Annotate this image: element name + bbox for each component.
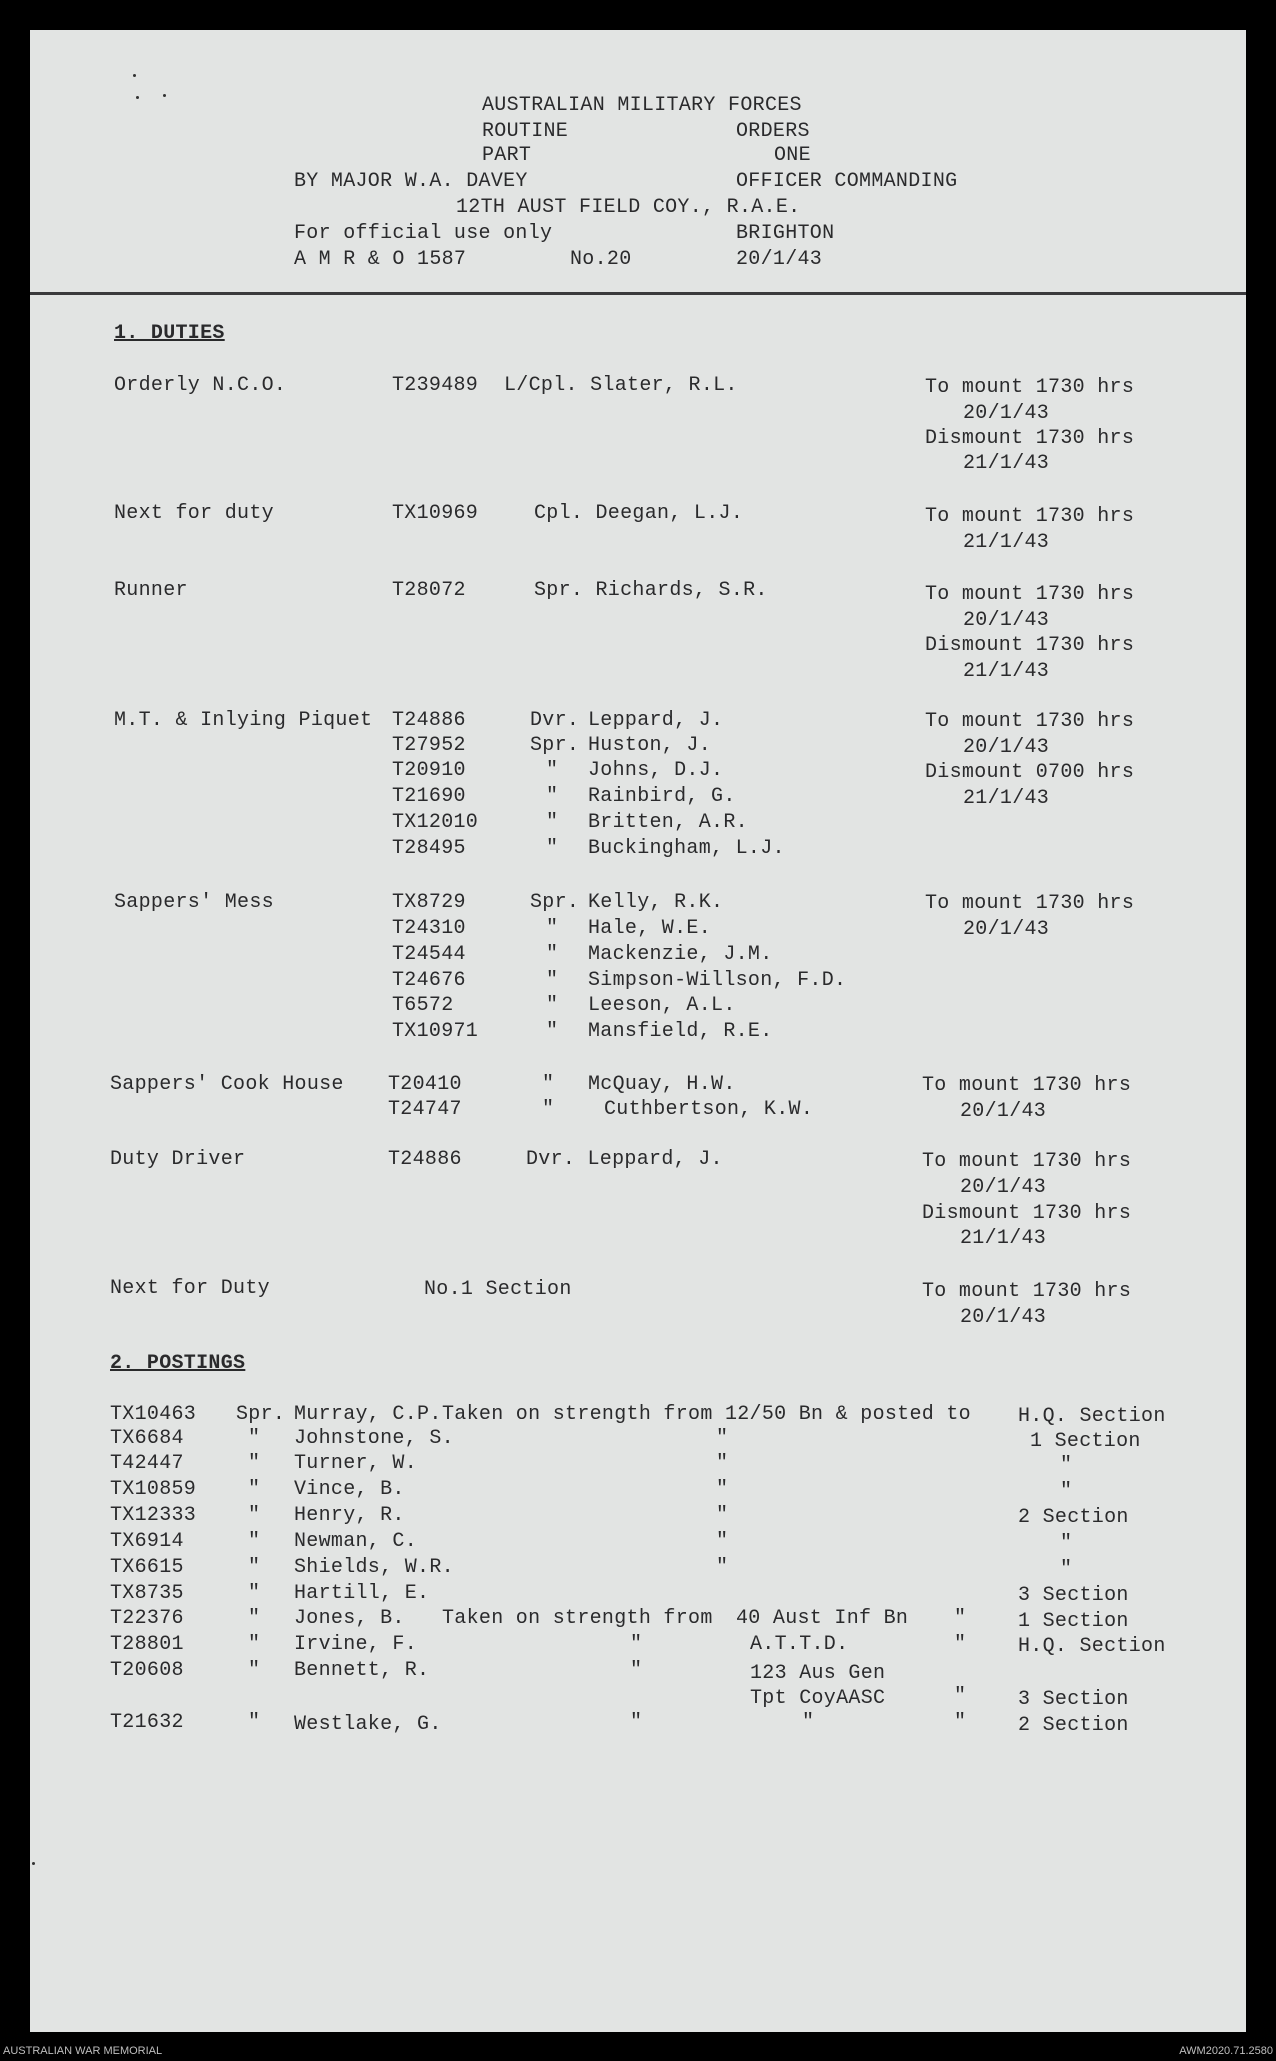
- service-number: T28801: [110, 1633, 184, 1656]
- posting-destination: 3 Section: [1018, 1688, 1129, 1711]
- duty-time: To mount 1730 hrs: [925, 892, 1135, 915]
- posting-note: Taken on strength from: [442, 1607, 713, 1630]
- duty-role: Next for duty: [114, 502, 274, 525]
- service-number: T28495: [392, 837, 466, 860]
- posting-note: Taken on strength from 12/50 Bn & posted to: [442, 1403, 971, 1426]
- service-number: TX10969: [392, 502, 479, 525]
- posting-destination: ": [1060, 1558, 1073, 1581]
- service-number: TX6615: [110, 1556, 184, 1579]
- service-number: TX10463: [110, 1403, 197, 1426]
- person-name: Mackenzie, J.M.: [588, 943, 773, 966]
- person-name: Hale, W.E.: [588, 917, 712, 940]
- service-number: TX12333: [110, 1504, 197, 1527]
- posting-ditto: ": [954, 1633, 967, 1656]
- person-name: Westlake, G.: [294, 1713, 442, 1736]
- person-name: Murray, C.P.: [294, 1403, 442, 1426]
- posting-note: ": [716, 1478, 729, 1501]
- duty-date: 21/1/43: [963, 660, 1050, 683]
- duty-date: 21/1/43: [963, 787, 1050, 810]
- footer-right: AWM2020.71.2580: [1179, 2045, 1273, 2057]
- posting-ditto: ": [954, 1607, 967, 1630]
- posting-unit: A.T.T.D.: [750, 1633, 849, 1656]
- duty-date: 20/1/43: [963, 609, 1050, 632]
- rank: ": [542, 1073, 555, 1096]
- person-name: Rainbird, G.: [588, 785, 736, 808]
- duty-date: 20/1/43: [960, 1306, 1047, 1329]
- posting-destination: 1 Section: [1018, 1610, 1129, 1633]
- posting-note: ": [630, 1659, 643, 1682]
- person-name: Henry, R.: [294, 1504, 405, 1527]
- posting-destination: ": [1060, 1454, 1073, 1477]
- duty-date: 20/1/43: [963, 918, 1050, 941]
- person-name: Mansfield, R.E.: [588, 1020, 773, 1043]
- person-name: Newman, C.: [294, 1530, 418, 1553]
- person-name: Spr. Richards, S.R.: [534, 579, 768, 602]
- duty-time: To mount 1730 hrs: [925, 505, 1135, 528]
- person-name: L/Cpl. Slater, R.L.: [504, 374, 738, 397]
- rank: Spr.: [530, 891, 580, 914]
- posting-destination: ": [1060, 1480, 1073, 1503]
- header-routine: ROUTINE: [482, 120, 569, 143]
- service-number: T20410: [388, 1073, 462, 1096]
- duty-time: To mount 1730 hrs: [925, 583, 1135, 606]
- person-name: McQuay, H.W.: [588, 1073, 736, 1096]
- service-number: T21632: [110, 1711, 184, 1734]
- duty-time: To mount 1730 hrs: [925, 710, 1135, 733]
- person-name: Irvine, F.: [294, 1633, 418, 1656]
- rank: ": [546, 759, 559, 782]
- duty-role: Sappers' Cook House: [110, 1073, 344, 1096]
- duty-time: Dismount 1730 hrs: [922, 1202, 1132, 1225]
- posting-destination: H.Q. Section: [1018, 1405, 1166, 1428]
- posting-note: ": [630, 1711, 643, 1734]
- ink-mark: [136, 96, 139, 99]
- duty-date: 21/1/43: [963, 452, 1050, 475]
- rank: Dvr.: [530, 709, 580, 732]
- service-number: T24747: [388, 1098, 462, 1121]
- rank: ": [546, 785, 559, 808]
- rank: ": [546, 1020, 559, 1043]
- duty-date: 20/1/43: [960, 1176, 1047, 1199]
- rank: ": [248, 1530, 261, 1553]
- service-number: TX10971: [392, 1020, 479, 1043]
- posting-unit: 40 Aust Inf Bn: [736, 1607, 909, 1630]
- service-number: T6572: [392, 994, 454, 1017]
- service-number: T239489: [392, 374, 479, 397]
- posting-note: ": [716, 1504, 729, 1527]
- ink-mark: [32, 1862, 35, 1865]
- rank: ": [248, 1659, 261, 1682]
- person-name: Huston, J.: [588, 734, 712, 757]
- duties-heading: 1. DUTIES: [114, 322, 225, 345]
- duty-time: Dismount 1730 hrs: [925, 427, 1135, 450]
- header-unit: 12TH AUST FIELD COY., R.A.E.: [456, 196, 801, 219]
- posting-destination: 2 Section: [1018, 1714, 1129, 1737]
- person-name: Johnstone, S.: [294, 1427, 454, 1450]
- rank: ": [248, 1607, 261, 1630]
- posting-note: ": [716, 1427, 729, 1450]
- posting-note: ": [716, 1556, 729, 1579]
- header-part: PART: [482, 144, 532, 167]
- ink-mark: [163, 94, 166, 97]
- posting-ditto: ": [954, 1685, 967, 1708]
- section-name: No.1 Section: [424, 1278, 572, 1301]
- service-number: TX12010: [392, 811, 479, 834]
- service-number: T20608: [110, 1659, 184, 1682]
- duty-date: 21/1/43: [963, 531, 1050, 554]
- document-page: [30, 30, 1246, 2032]
- rank: ": [248, 1452, 261, 1475]
- duty-time: To mount 1730 hrs: [922, 1280, 1132, 1303]
- header-official-use: For official use only: [294, 222, 553, 245]
- rank: ": [248, 1556, 261, 1579]
- posting-ditto: ": [954, 1711, 967, 1734]
- duty-time: To mount 1730 hrs: [922, 1150, 1132, 1173]
- rank: ": [546, 943, 559, 966]
- header-date: 20/1/43: [736, 248, 823, 271]
- person-name: Johns, D.J.: [588, 759, 724, 782]
- duty-time: To mount 1730 hrs: [922, 1074, 1132, 1097]
- service-number: T20910: [392, 759, 466, 782]
- person-name: Bennett, R.: [294, 1659, 430, 1682]
- service-number: T24676: [392, 969, 466, 992]
- service-number: T24544: [392, 943, 466, 966]
- person-name: Buckingham, L.J.: [588, 837, 785, 860]
- rank: ": [248, 1478, 261, 1501]
- rank: ": [248, 1582, 261, 1605]
- person-name: Hartill, E.: [294, 1582, 430, 1605]
- rank: ": [546, 811, 559, 834]
- duty-date: 20/1/43: [963, 402, 1050, 425]
- header-officer-commanding: OFFICER COMMANDING: [736, 170, 958, 193]
- person-name: Simpson-Willson, F.D.: [588, 969, 847, 992]
- person-name: Cuthbertson, K.W.: [604, 1098, 814, 1121]
- duty-date: 20/1/43: [960, 1100, 1047, 1123]
- header-one: ONE: [774, 144, 811, 167]
- posting-destination: 2 Section: [1018, 1506, 1129, 1529]
- footer-left: AUSTRALIAN WAR MEMORIAL: [3, 2045, 163, 2057]
- person-name: Leppard, J.: [588, 709, 724, 732]
- header-by-major: BY MAJOR W.A. DAVEY: [294, 170, 528, 193]
- person-name: Leeson, A.L.: [588, 994, 736, 1017]
- posting-destination: 1 Section: [1030, 1430, 1141, 1453]
- duty-date: 21/1/43: [960, 1227, 1047, 1250]
- duty-role: M.T. & Inlying Piquet: [114, 709, 373, 732]
- person-name: Shields, W.R.: [294, 1556, 454, 1579]
- duty-date: 20/1/43: [963, 736, 1050, 759]
- header-amr: A M R & O 1587: [294, 248, 467, 271]
- header-line-1: AUSTRALIAN MILITARY FORCES: [482, 94, 802, 117]
- rank: ": [248, 1711, 261, 1734]
- rank: ": [248, 1633, 261, 1656]
- ink-mark: [133, 74, 136, 77]
- header-orders: ORDERS: [736, 120, 810, 143]
- service-number: T24886: [392, 709, 466, 732]
- posting-unit: ": [802, 1711, 815, 1734]
- header-divider: [30, 292, 1246, 295]
- posting-destination: ": [1060, 1532, 1073, 1555]
- duty-role: Sappers' Mess: [114, 891, 274, 914]
- service-number: T24310: [392, 917, 466, 940]
- service-number: T42447: [110, 1452, 184, 1475]
- service-number: TX10859: [110, 1478, 197, 1501]
- person-name: Dvr. Leppard, J.: [526, 1148, 723, 1171]
- rank: Spr.: [530, 734, 580, 757]
- service-number: T28072: [392, 579, 466, 602]
- service-number: TX8735: [110, 1582, 184, 1605]
- posting-destination: 3 Section: [1018, 1584, 1129, 1607]
- duty-role: Runner: [114, 579, 188, 602]
- person-name: Jones, B.: [294, 1607, 405, 1630]
- person-name: Turner, W.: [294, 1452, 418, 1475]
- duty-role: Next for Duty: [110, 1277, 270, 1300]
- posting-unit-line-2: Tpt CoyAASC: [750, 1687, 886, 1710]
- posting-unit: 123 Aus Gen: [750, 1662, 886, 1685]
- rank: ": [542, 1098, 555, 1121]
- header-location: BRIGHTON: [736, 222, 835, 245]
- service-number: T21690: [392, 785, 466, 808]
- duty-time: To mount 1730 hrs: [925, 376, 1135, 399]
- service-number: T24886: [388, 1148, 462, 1171]
- rank: ": [546, 917, 559, 940]
- posting-note: ": [630, 1633, 643, 1656]
- posting-note: ": [716, 1452, 729, 1475]
- service-number: T22376: [110, 1607, 184, 1630]
- rank: ": [546, 837, 559, 860]
- rank: ": [546, 994, 559, 1017]
- duty-time: Dismount 1730 hrs: [925, 634, 1135, 657]
- service-number: TX6684: [110, 1427, 184, 1450]
- posting-note: ": [716, 1530, 729, 1553]
- posting-destination: H.Q. Section: [1018, 1635, 1166, 1658]
- rank: ": [248, 1427, 261, 1450]
- rank: Spr.: [236, 1403, 286, 1426]
- duty-role: Duty Driver: [110, 1148, 246, 1171]
- postings-heading: 2. POSTINGS: [110, 1352, 246, 1375]
- rank: ": [248, 1504, 261, 1527]
- person-name: Kelly, R.K.: [588, 891, 724, 914]
- service-number: TX8729: [392, 891, 466, 914]
- duty-time: Dismount 0700 hrs: [925, 761, 1135, 784]
- person-name: Britten, A.R.: [588, 811, 748, 834]
- duty-role: Orderly N.C.O.: [114, 374, 287, 397]
- service-number: TX6914: [110, 1530, 184, 1553]
- rank: ": [546, 969, 559, 992]
- header-number: No.20: [570, 248, 632, 271]
- person-name: Vince, B.: [294, 1478, 405, 1501]
- person-name: Cpl. Deegan, L.J.: [534, 502, 744, 525]
- service-number: T27952: [392, 734, 466, 757]
